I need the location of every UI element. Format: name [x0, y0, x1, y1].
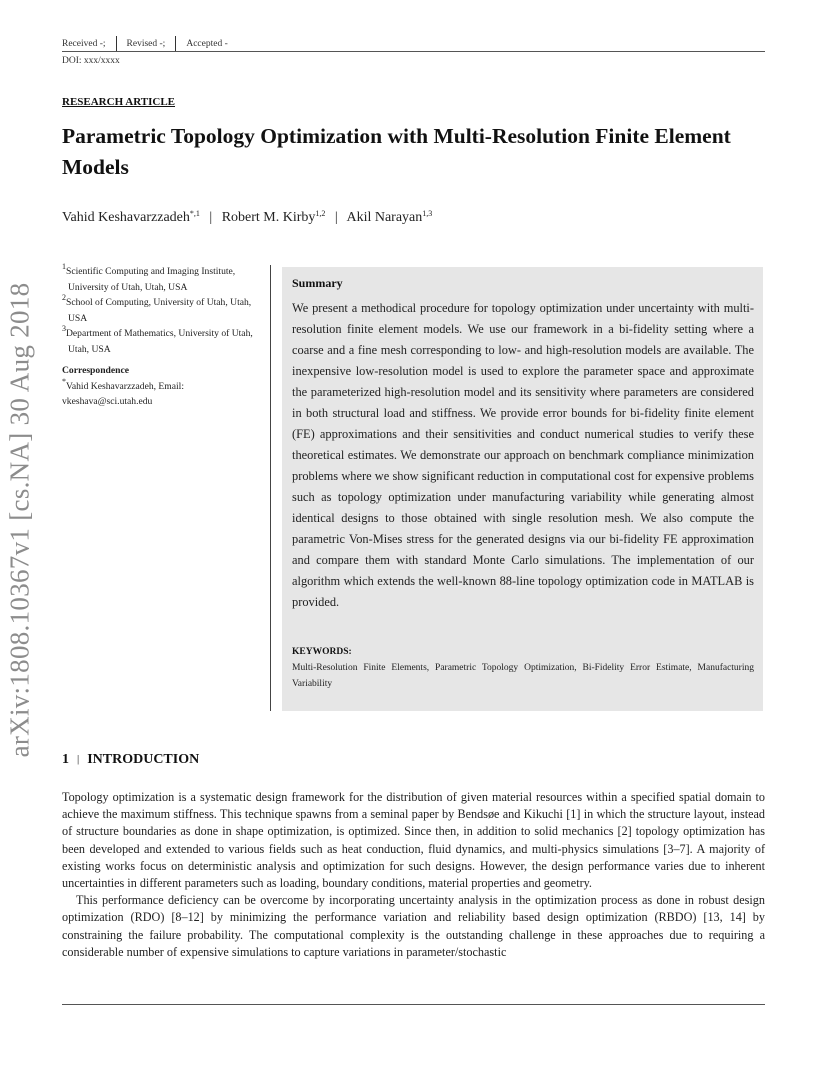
footer-rule [62, 1004, 765, 1005]
header-divider [175, 36, 176, 52]
author-affiliation-marker: 1,3 [422, 209, 433, 218]
correspondence-email[interactable]: Vahid Keshavarzzadeh, Email: vkeshava@sci.utah.edu [62, 380, 185, 407]
affiliation-marker: 3 [62, 324, 66, 333]
affiliation-text: Scientific Computing and Imaging Institute, University of Utah, Utah, USA [66, 266, 236, 293]
affiliation-item [62, 326, 267, 357]
doi[interactable]: DOI: xxx/xxxx [62, 56, 120, 66]
paper-title: Parametric Topology Optimization with Multi-Resolution Finite Element Models [62, 124, 731, 179]
correspondence-text [62, 376, 267, 410]
author-list [62, 210, 432, 226]
author-name[interactable]: Robert M. Kirby [221, 210, 316, 225]
section-body [62, 789, 765, 961]
author-affiliation-marker: 1,2 [315, 209, 326, 218]
author-name[interactable]: Vahid Keshavarzzadeh [62, 210, 190, 225]
correspondence-marker: * [62, 376, 66, 386]
author-separator: | [209, 210, 213, 225]
affiliation-marker: 1 [62, 262, 66, 271]
article-type: RESEARCH ARTICLE [62, 96, 176, 108]
keywords-heading: KEYWORDS: [292, 647, 352, 657]
section-heading [62, 752, 199, 768]
section-number: 1 [62, 752, 69, 767]
header-divider [116, 36, 117, 52]
header-rule [62, 51, 765, 52]
affiliation-item [62, 264, 267, 295]
affiliations-panel [62, 264, 267, 410]
summary-heading: Summary [292, 276, 343, 290]
affiliation-marker: 2 [62, 293, 66, 302]
author-affiliation-marker: *,1 [189, 209, 200, 218]
accepted-label: Accepted - [186, 39, 228, 49]
keywords-text: Multi-Resolution Finite Elements, Parametric Topology Optimization, Bi-Fidelity Error Estimate, Manufacturing Variability [292, 663, 754, 689]
arxiv-identifier[interactable]: arXiv:1808.10367v1 [cs.NA] 30 Aug 2018 [4, 282, 35, 758]
correspondence-heading: Correspondence [62, 365, 129, 376]
revised-label: Revised -; [126, 39, 166, 49]
journal-header [62, 36, 228, 52]
received-label: Received -; [62, 39, 106, 49]
body-paragraph: This performance deficiency can be overcome by incorporating uncertainty analysis in the optimization process as done in robust design optimization (RDO) [8–12] by minimizing the performance variation and reliability based design optimization (RBDO) [13, 14] by constraining the failure probability. The computational complexity is the outstanding challenge in these approaches due to requiring a considerable number of expensive simulations to capture variations in parameter/stochastic [62, 893, 765, 959]
body-paragraph: Topology optimization is a systematic design framework for the distribution of given material resources within a specified spatial domain to achieve the maximum stiffness. This technique spawns from a seminal paper by Bendsøe and Kikuchi [1] in which the structure layout, instead of structure boundaries as done in shape optimization, is optimized. Since then, in addition to solid mechanics [2] topology optimization has been developed and extended to various fields such as heat conduction, fluid dynamics, and multi-physics simulations [3–7]. A majority of existing works focus on deterministic analysis and optimization for such designs. However, the design performance varies due to inherent uncertainties in different parameters such as loading, boundary conditions, material properties and geometry. [62, 790, 765, 891]
section-separator: | [77, 753, 80, 765]
affiliation-text: Department of Mathematics, University of Utah, Utah, USA [66, 328, 253, 355]
section-title: INTRODUCTION [87, 752, 200, 767]
affiliation-item [62, 295, 267, 326]
summary-text: We present a methodical procedure for topology optimization under uncertainty with multi-resolution finite element models. We use our framework in a bi-fidelity setting where a coarse and a fine mesh corresponding to low- and high-resolution models are available. The inexpensive low-resolution model is used to explore the parameter space and approximate the parameterized high-resolution model and its sensitivity where parameters are considered in both structural load and stiffness. We provide error bounds for bi-fidelity finite element (FE) approximations and their sensitivities and conduct numerical studies to verify these theoretical estimates. We demonstrate our approach on benchmark compliance minimization problems where we show significant reduction in computational cost for expensive problems such as topology optimization under manufacturing variability while generating almost identical designs to those obtained with single resolution mesh. We also compute the parametric Von-Mises stress for the generated designs via our bi-fidelity FE approximation and compare them with standard Monte Carlo simulations. The implementation of our algorithm which extends the well-known 88-line topology optimization code in MATLAB is provided. [292, 301, 754, 609]
affiliation-text: School of Computing, University of Utah, Utah, USA [66, 297, 252, 324]
author-name[interactable]: Akil Narayan [346, 210, 423, 225]
column-divider [270, 265, 271, 711]
author-separator: | [334, 210, 338, 225]
